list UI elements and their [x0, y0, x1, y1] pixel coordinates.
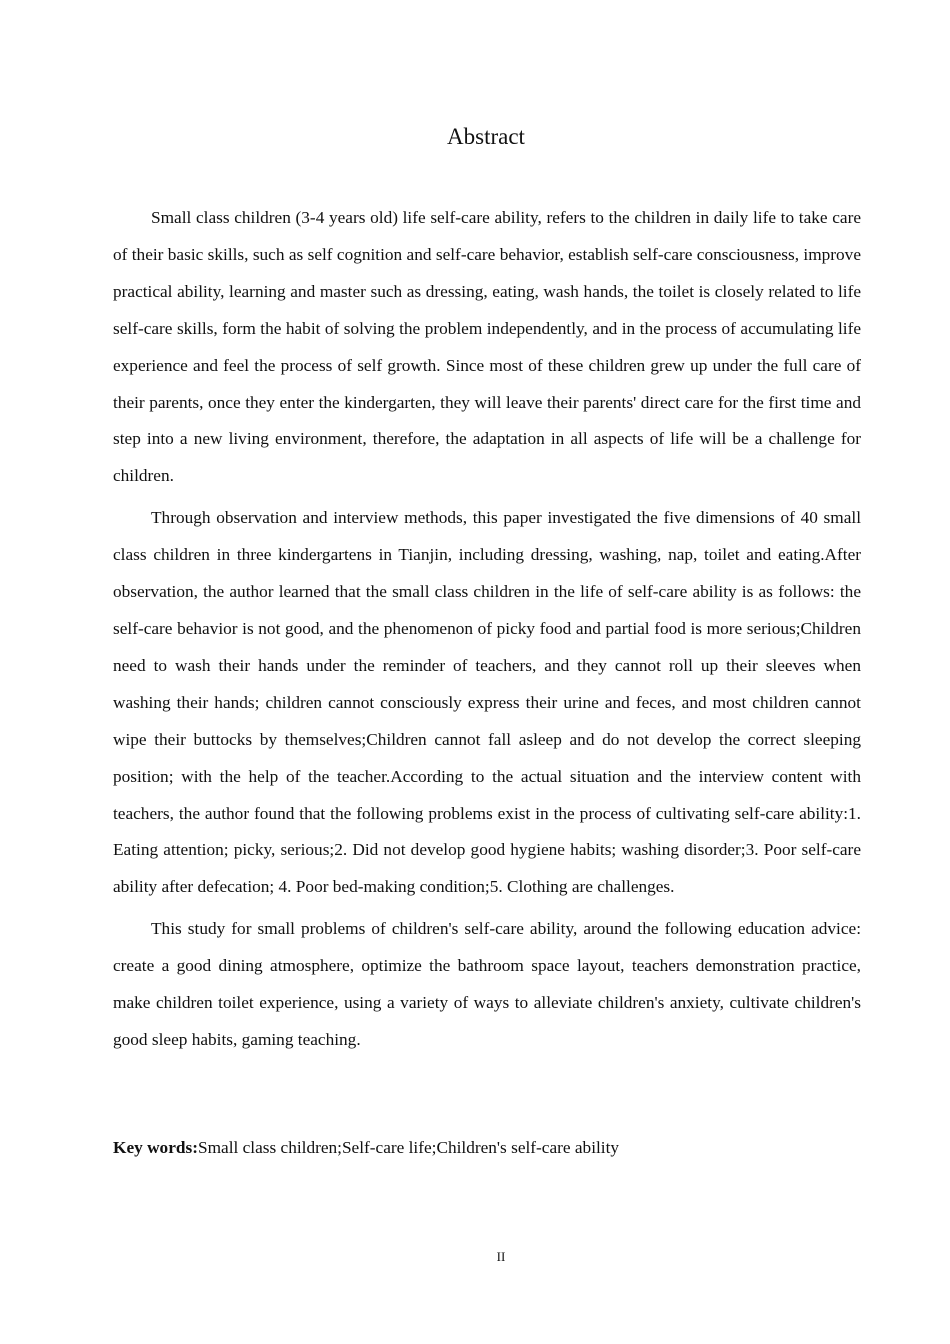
page-number: II — [496, 1249, 506, 1264]
page-title: Abstract — [447, 124, 525, 149]
abstract-paragraph: Small class children (3-4 years old) life self-care ability, refers to the children in daily life to take care of their basic skills, such as self cognition and self-care behavior, establish self-care consciousness, improve practical ability, learning and master such as dressing, eating, wash hands, the toilet is closely related to life self-care skills, form the habit of solving the problem independently, and in the process of accumulating life experience and feel the process of self growth. Since most of these children grew up under the full care of their parents, once they enter the kindergarten, they will leave their parents' direct care for the first time and step into a new living environment, therefore, the adaptation in all aspects of life will be a challenge for children. — [113, 208, 861, 486]
keywords-line — [113, 1134, 861, 1162]
keywords-value: Small class children;Self-care life;Children's self-care ability — [197, 1138, 620, 1157]
keywords-label: Key words: — [113, 1138, 198, 1157]
abstract-paragraph: This study for small problems of children's self-care ability, around the following education advice: create a good dining atmosphere, optimize the bathroom space layout, teachers demonstration practice, make children toilet experience, using a variety of ways to alleviate children's anxiety, cultivate children's good sleep habits, gaming teaching. — [113, 919, 861, 1049]
abstract-paragraph: Through observation and interview methods, this paper investigated the five dimensions of 40 small class children in three kindergartens in Tianjin, including dressing, washing, nap, toilet and eating.After observation, the author learned that the small class children in the life of self-care ability is as follows: the self-care behavior is not good, and the phenomenon of picky food and partial food is more serious;Children need to wash their hands under the reminder of teachers, and they cannot roll up their sleeves when washing their hands; children cannot consciously express their urine and feces, and most children cannot wipe their buttocks by themselves;Children cannot fall asleep and do not develop the correct sleeping position; with the help of the teacher.According to the actual situation and the interview content with teachers, the author found that the following problems exist in the process of cultivating self-care ability:1. Eating attention; picky, serious;2. Did not develop good hygiene habits; washing disorder;3. Poor self-care ability after defecation; 4. Poor bed-making condition;5. Clothing are challenges. — [113, 508, 861, 897]
abstract-body — [113, 200, 861, 1064]
